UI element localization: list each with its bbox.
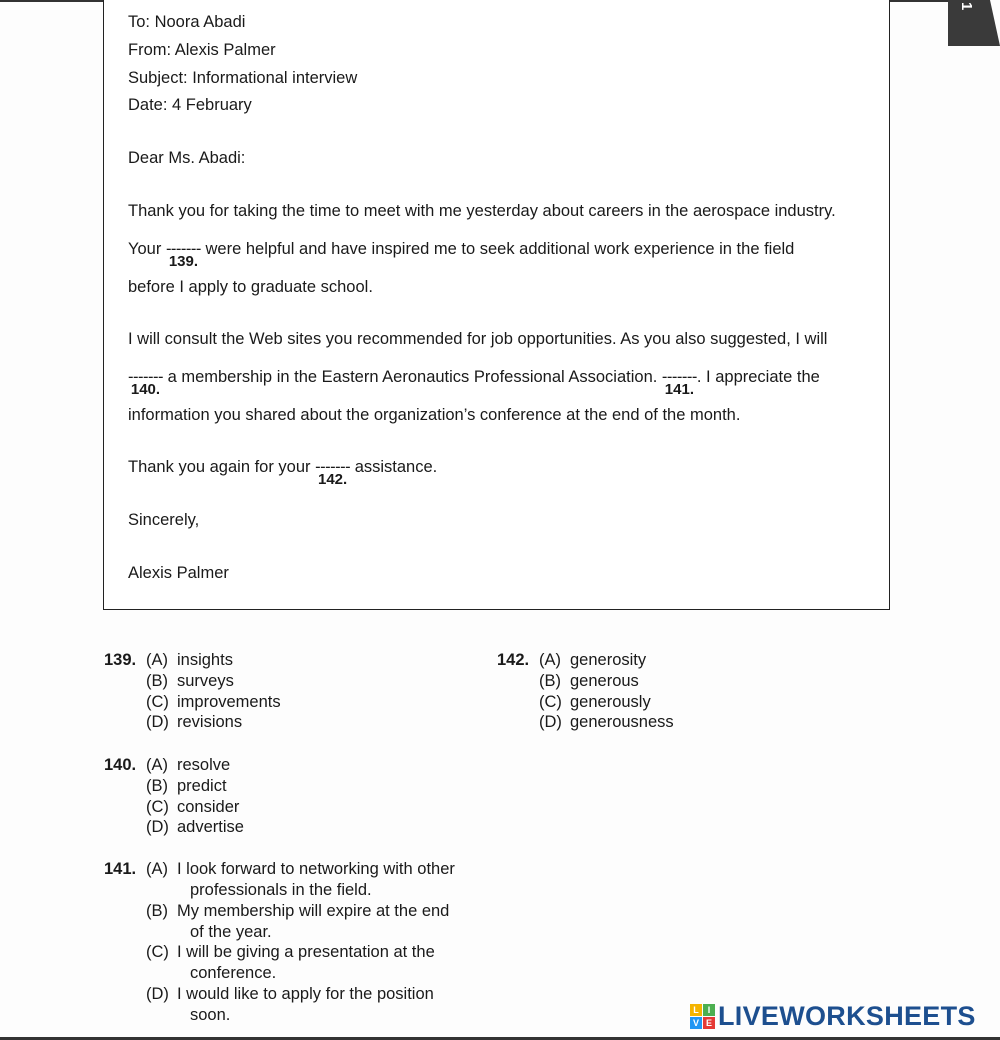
option-text: insights xyxy=(177,651,233,669)
letter-paragraph3 xyxy=(128,458,438,488)
option-text: surveys xyxy=(177,672,234,690)
text-segment: assistance. xyxy=(354,458,438,476)
question-140 xyxy=(104,755,484,845)
blank-number-142: 142. xyxy=(318,471,348,488)
blank-142[interactable]: ------- 142. xyxy=(315,458,351,488)
option-text: resolve xyxy=(177,756,231,774)
option-letter: (D) xyxy=(539,713,562,731)
option-letter: (B) xyxy=(146,777,168,795)
option-141-b-continued: of the year. xyxy=(190,923,272,941)
letter-paragraph1-line2 xyxy=(128,240,795,270)
option-letter: (B) xyxy=(146,902,168,920)
logo-mark-letter: E xyxy=(703,1017,715,1029)
option-text: predict xyxy=(177,777,227,795)
option-text: generosity xyxy=(570,651,647,669)
letter-paragraph1-line1: Thank you for taking the time to meet with me yesterday about careers in the aerospace industry. xyxy=(128,202,836,220)
option-141-c[interactable] xyxy=(146,942,435,963)
question-number: 141. xyxy=(104,860,137,878)
page-corner-label: 1 xyxy=(958,2,975,13)
option-letter: (A) xyxy=(146,860,168,878)
option-text: I would like to apply for the position xyxy=(177,985,434,1003)
option-141-d-continued: soon. xyxy=(190,1006,231,1024)
option-letter: (D) xyxy=(146,818,169,836)
text-segment: were helpful and have inspired me to seek additional work experience in the field xyxy=(205,240,795,258)
letter-box xyxy=(103,0,890,610)
letter-paragraph2-line3: information you shared about the organization’s conference at the end of the month. xyxy=(128,406,741,424)
option-letter: (C) xyxy=(539,693,562,711)
option-text: generousness xyxy=(570,713,674,731)
logo-mark-letter: V xyxy=(690,1017,702,1029)
option-letter: (A) xyxy=(146,651,168,669)
option-142-b[interactable] xyxy=(539,671,639,692)
option-letter: (A) xyxy=(146,756,168,774)
logo-mark-letter: I xyxy=(703,1004,715,1016)
logo-mark-letter: L xyxy=(690,1004,702,1016)
letter-from: From: Alexis Palmer xyxy=(128,41,276,59)
blank-141[interactable]: ------- 141. xyxy=(661,368,697,398)
letter-signature: Alexis Palmer xyxy=(128,564,229,582)
option-141-d[interactable] xyxy=(146,984,434,1005)
question-number: 142. xyxy=(497,651,530,669)
option-text: generously xyxy=(570,693,651,711)
option-139-b[interactable] xyxy=(146,671,234,692)
text-segment: Your xyxy=(128,240,162,258)
blank-number-139: 139. xyxy=(168,253,199,270)
option-text: consider xyxy=(177,798,240,816)
blank-140[interactable]: ------- 140. xyxy=(128,368,163,398)
liveworksheets-logo[interactable] xyxy=(690,1000,976,1032)
option-141-a[interactable] xyxy=(146,859,455,880)
letter-subject: Subject: Informational interview xyxy=(128,69,358,87)
option-142-a[interactable] xyxy=(539,650,646,671)
option-142-d[interactable] xyxy=(539,712,674,733)
question-number: 139. xyxy=(104,651,137,669)
letter-to: To: Noora Abadi xyxy=(128,13,246,31)
letter-paragraph1-line3: before I apply to graduate school. xyxy=(128,278,373,296)
question-number: 140. xyxy=(104,756,137,774)
option-text: generous xyxy=(570,672,639,690)
option-letter: (C) xyxy=(146,798,169,816)
option-140-a[interactable] xyxy=(146,755,230,776)
option-141-a-continued: professionals in the field. xyxy=(190,881,372,899)
question-141 xyxy=(104,859,484,1029)
option-text: advertise xyxy=(177,818,244,836)
option-140-c[interactable] xyxy=(146,797,239,818)
option-139-a[interactable] xyxy=(146,650,233,671)
option-141-c-continued: conference. xyxy=(190,964,277,982)
option-letter: (B) xyxy=(539,672,561,690)
option-letter: (B) xyxy=(146,672,168,690)
option-141-b[interactable] xyxy=(146,901,449,922)
logo-text: LIVEWORKSHEETS xyxy=(718,1000,976,1031)
blank-139[interactable]: ------- 139. xyxy=(165,240,201,270)
option-text: I look forward to networking with other xyxy=(177,860,455,878)
option-letter: (D) xyxy=(146,713,169,731)
option-140-d[interactable] xyxy=(146,817,244,838)
option-140-b[interactable] xyxy=(146,776,227,797)
blank-number-141: 141. xyxy=(664,381,694,398)
option-letter: (D) xyxy=(146,985,169,1003)
option-letter: (C) xyxy=(146,943,169,961)
option-139-d[interactable] xyxy=(146,712,242,733)
letter-date: Date: 4 February xyxy=(128,96,252,114)
option-text: revisions xyxy=(177,713,243,731)
option-139-c[interactable] xyxy=(146,692,281,713)
letter-paragraph2-line1: I will consult the Web sites you recommended for job opportunities. As you also suggested, I will xyxy=(128,330,828,348)
logo-mark-icon xyxy=(690,1004,715,1029)
option-text: My membership will expire at the end xyxy=(177,902,450,920)
letter-paragraph2-line2 xyxy=(128,368,820,398)
letter-salutation: Dear Ms. Abadi: xyxy=(128,149,246,167)
option-letter: (A) xyxy=(539,651,561,669)
question-139 xyxy=(104,650,484,740)
letter-closing: Sincerely, xyxy=(128,511,200,529)
option-text: I will be giving a presentation at the xyxy=(177,943,435,961)
text-segment: . I appreciate the xyxy=(696,368,820,386)
option-text: improvements xyxy=(177,693,281,711)
blank-number-140: 140. xyxy=(130,381,161,398)
text-segment: Thank you again for your xyxy=(128,458,311,476)
option-142-c[interactable] xyxy=(539,692,651,713)
question-142 xyxy=(497,650,877,740)
text-segment: a membership in the Eastern Aeronautics Professional Association. xyxy=(167,368,658,386)
option-letter: (C) xyxy=(146,693,169,711)
